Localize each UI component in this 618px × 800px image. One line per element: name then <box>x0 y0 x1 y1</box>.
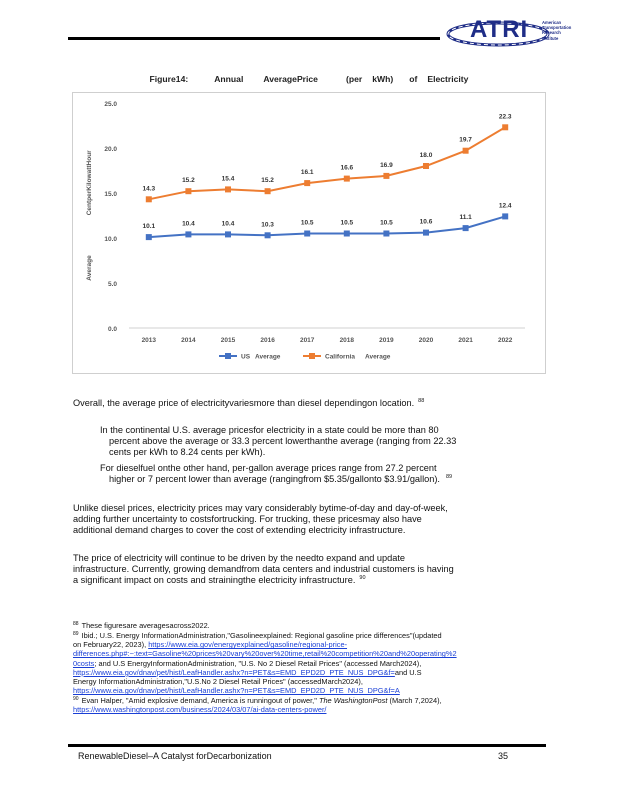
data-point-us <box>383 231 389 237</box>
data-point-california <box>423 163 429 169</box>
data-point-us <box>225 231 231 237</box>
x-tick-label: 2019 <box>379 337 394 344</box>
footer-rule <box>68 744 546 747</box>
y-tick-label: 5.0 <box>107 281 117 288</box>
data-point-us <box>265 232 271 238</box>
paragraph-unlike-diesel: Unlike diesel prices, electricity prices may vary considerably bytime-of-day and day-of-week, adding further uncertainty to costsfortrucking. For trucking, these pricesmay also have additional demand charges to cover the cost of extending electricity infrastructure. <box>73 503 448 535</box>
data-point-us <box>304 231 310 237</box>
data-label-california: 19.7 <box>459 136 472 144</box>
data-label-california: 18.0 <box>419 152 433 159</box>
data-point-us <box>423 230 429 236</box>
footnote-90: $^{90}$ Evan Halper, "Amid explosive demand, America is runningout of power," The WashingtonPost (March 7,2024), https://www.washingtonpost.com/business/2024/03/07/ai-data-centers-power/ <box>73 695 442 715</box>
x-tick-label: 2020 <box>418 337 434 344</box>
data-point-california <box>463 148 469 154</box>
data-label-california: 15.4 <box>221 175 235 183</box>
data-point-california <box>265 188 271 194</box>
data-point-california <box>304 180 310 186</box>
legend-marker-us <box>225 353 231 359</box>
data-point-california <box>146 196 152 202</box>
data-point-us <box>502 213 508 219</box>
eia-diesel-annual-link[interactable]: https://www.eia.gov/dnav/pet/hist/LeafHandler.ashx?n=PET&s=EMD_EPD2D_PTE_NUS_DPG&f=A <box>73 686 400 696</box>
header-rule <box>68 37 440 40</box>
x-tick-label: 2013 <box>141 337 157 344</box>
data-label-california: 15.2 <box>182 177 195 185</box>
data-point-us <box>146 234 152 240</box>
data-point-california <box>344 176 350 182</box>
eia-diesel-weekly-link[interactable]: https://www.eia.gov/dnav/pet/hist/LeafHandler.ashx?n=PET&s=EMD_EPD2D_PTE_NUS_DPG&f= <box>73 667 395 677</box>
series-line-us <box>149 216 505 237</box>
data-point-california <box>225 186 231 192</box>
data-label-california: 22.3 <box>498 113 512 121</box>
bullet-continental: In the continental U.S. average pricesfor electricity in a state could be more than 80 percent above the average or 33.3 percent lowerthanthe average (ranging from 22.33 cents per kWh to 8.24 cents per kWh). <box>100 425 457 457</box>
data-label-california: 14.3 <box>142 185 156 193</box>
footnote-89: $^{89}$ Ibid.; U.S. Energy InformationAdministration,"Gasolineexplained: Regional gasoline price differences"(updated on February22, 2023), https://www.eia.gov/energyexplained/gasoline/regional-price- differences.php#:~:text=Gasoline%20prices%20vary%20over%20time,retail%20competition%20and%20operating%2 0costs; and U.S EnergyInformationAdministration, "U.S. No 2 Diesel Retail Prices" (accessed March2024), https://www.eia.gov/dnav/pet/hist/LeafHandler.ashx?n=PET&s=EMD_EPD2D_PTE_NUS_DPG&f=and U.S Energy InformationAdministration,"U.S.No 2 Diesel Retail Prices" (accessedMarch2024), https://www.eia.gov/dnav/pet/hist/LeafHandler.ashx?n=PET&s=EMD_EPD2D_PTE_NUS_DPG&f=A <box>73 630 457 696</box>
x-tick-label: 2016 <box>260 337 275 344</box>
y-tick-label: 15.0 <box>104 191 117 198</box>
data-label-us: 10.5 <box>340 219 354 227</box>
legend-label-us: US <box>241 353 251 361</box>
data-label-us: 10.6 <box>419 218 433 226</box>
data-point-california <box>502 124 508 130</box>
x-tick-label: 2018 <box>339 337 355 344</box>
data-label-us: 12.4 <box>498 202 512 210</box>
data-label-california: 16.9 <box>380 161 393 169</box>
chart-frame <box>72 92 546 374</box>
legend-marker-california <box>309 353 315 359</box>
data-label-us: 10.1 <box>142 223 156 231</box>
atri-logo <box>446 14 576 50</box>
legend-label-us-suffix: Average <box>255 353 281 361</box>
washington-post-link[interactable]: https://www.washingtonpost.com/business/2024/03/07/ai-data-centers-power/ <box>73 705 327 715</box>
y-tick-label: 25.0 <box>104 101 117 108</box>
data-label-us: 11.1 <box>459 214 472 222</box>
eia-gasoline-link-cont[interactable]: differences.php#:~:text=Gasoline%20prices%20vary%20over%20time,retail%20competition%20and%20operating%2 <box>73 649 457 659</box>
y-tick-label: 0.0 <box>107 326 117 333</box>
data-label-us: 10.3 <box>261 221 274 229</box>
data-point-california <box>383 173 389 179</box>
x-tick-label: 2021 <box>458 337 473 344</box>
data-point-us <box>344 231 350 237</box>
data-label-us: 10.4 <box>221 220 235 228</box>
x-tick-label: 2022 <box>497 337 513 344</box>
x-tick-label: 2017 <box>299 337 315 344</box>
y-tick-label: 20.0 <box>104 146 117 153</box>
y-tick-label: 10.0 <box>104 236 117 243</box>
logo-subtitle: American Transportation Research Institute <box>542 20 572 41</box>
data-label-us: 10.5 <box>300 219 314 227</box>
logo-text: ATRI <box>470 16 529 43</box>
eia-gasoline-link-end[interactable]: 0costs <box>73 658 95 668</box>
data-point-us <box>185 231 191 237</box>
legend-label-california: California <box>325 353 355 361</box>
data-label-california: 16.1 <box>300 169 314 177</box>
data-label-california: 16.6 <box>340 164 354 172</box>
data-point-california <box>185 188 191 194</box>
bullet-diesel: For dieselfuel onthe other hand, per-gallon average prices range from 27.2 percent higher or 7 percent lower than average (rangingfrom $5.35/gallonto $3.91/gallon). $^{89}$ <box>100 463 453 484</box>
y-axis-label-part: Average <box>86 255 93 281</box>
footer-title: RenewableDiesel–A Catalyst forDecarbonization <box>78 751 272 761</box>
data-label-us: 10.4 <box>182 220 195 228</box>
footnote-88: $^{88}$ These figuresare averagesacross2022. <box>73 620 210 630</box>
eia-gasoline-link[interactable]: https://www.eia.gov/energyexplained/gasoline/regional-price- <box>148 640 348 650</box>
data-point-us <box>463 225 469 231</box>
y-axis-label-part: CentperKilowattHour <box>86 150 93 216</box>
legend-label-california-suffix: Average <box>365 353 391 361</box>
electricity-price-chart <box>73 93 547 375</box>
page-number: 35 <box>498 751 509 761</box>
figure-caption: Figure14: Annual AveragePrice (per kWh) of Electricity <box>149 74 469 84</box>
x-tick-label: 2015 <box>220 337 236 344</box>
series-line-california <box>149 127 505 199</box>
data-label-us: 10.5 <box>380 219 393 227</box>
paragraph-overall: Overall, the average price of electricityvariesmore than diesel dependingon location. $^{88}$ <box>73 397 425 408</box>
data-label-california: 15.2 <box>261 177 274 185</box>
paragraph-price-driven: The price of electricity will continue to be driven by the needto expand and update infrastructure. Currently, growing demandfrom data centers and industrial customers is having a significant impact on costs and strainingthe electricity infrastructure. $^{90}$ <box>73 553 454 585</box>
y-axis-label <box>86 150 93 281</box>
x-tick-label: 2014 <box>181 337 196 344</box>
